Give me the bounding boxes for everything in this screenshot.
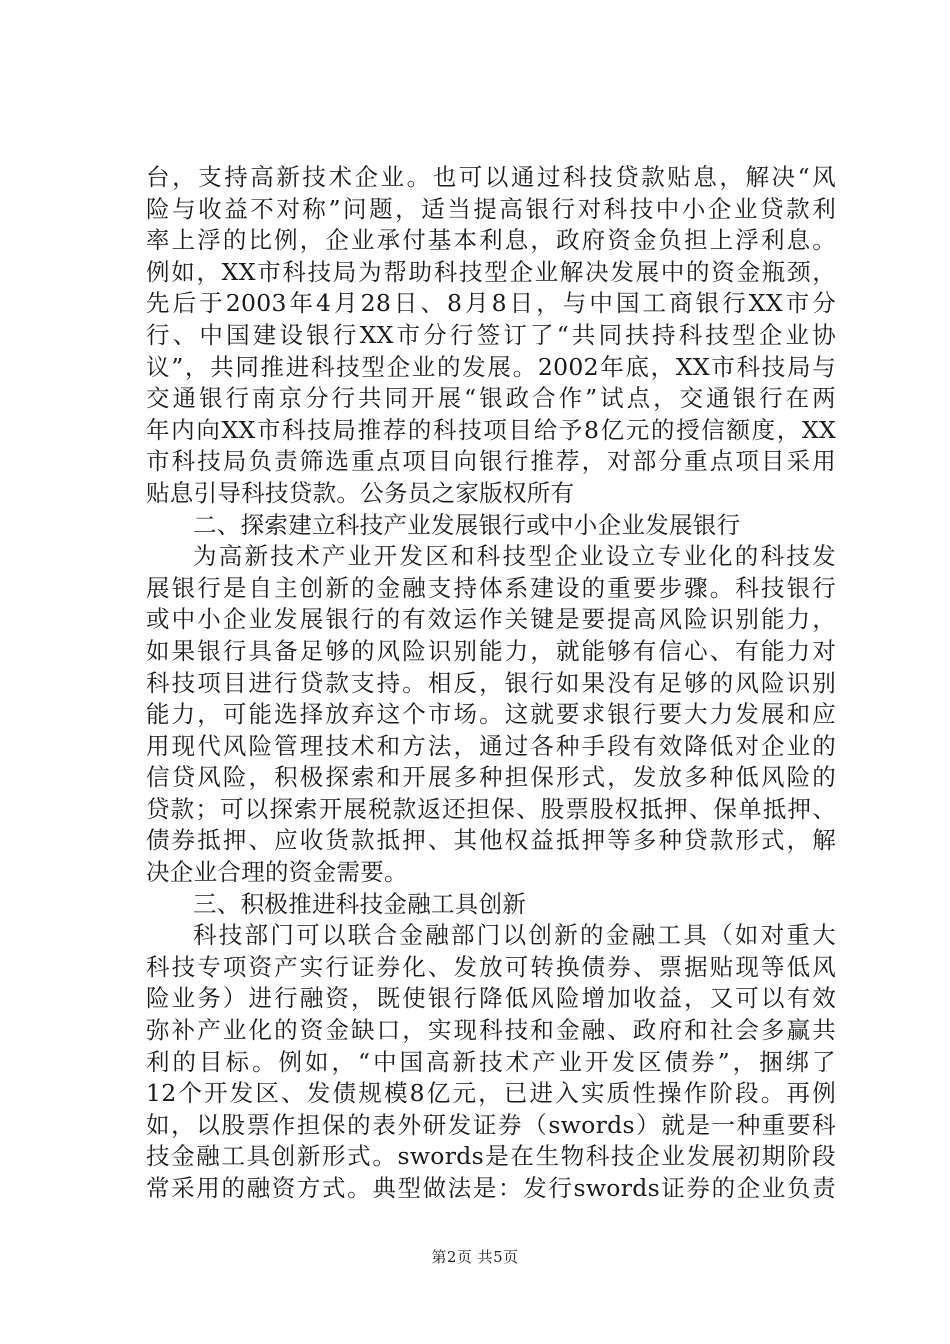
- text-line: 贴息引导科技贷款。公务员之家版权所有: [146, 478, 575, 507]
- text-line: 科技部门可以联合金融部门以创新的金融工具（如对重大: [193, 921, 836, 950]
- text-line: 如果银行具备足够的风险识别能力，就能够有信心、有能力对: [146, 636, 836, 665]
- page-number: 第2页 共5页: [431, 1248, 519, 1266]
- text-line: 债券抵押、应收货款抵押、其他权益抵押等多种贷款形式，解: [146, 826, 836, 855]
- text-line: 12个开发区、发债规模8亿元，已进入实质性操作阶段。再例: [146, 1079, 836, 1108]
- section-heading: 二、探索建立科技产业发展银行或中小企业发展银行: [193, 510, 741, 539]
- text-line: 行、中国建设银行XX市分行签订了“共同扶持科技型企业协: [146, 320, 836, 349]
- section-heading: 三、积极推进科技金融工具创新: [193, 889, 527, 918]
- text-line: 议”，共同推进科技型企业的发展。2002年底，XX市科技局与: [146, 352, 836, 381]
- text-line: 技金融工具创新形式。swords是在生物科技企业发展初期阶段: [146, 1142, 836, 1171]
- text-line: 能力，可能选择放弃这个市场。这就要求银行要大力发展和应: [146, 700, 836, 729]
- text-line: 先后于2003年4月28日、8月8日，与中国工商银行XX市分: [146, 289, 836, 318]
- text-line: 交通银行南京分行共同开展“银政合作”试点，交通银行在两: [146, 384, 836, 413]
- text-line: 险与收益不对称”问题，适当提高银行对科技中小企业贷款利: [146, 194, 836, 223]
- document-body: [146, 162, 836, 1205]
- text-line: 弥补产业化的资金缺口，实现科技和金融、政府和社会多赢共: [146, 1016, 836, 1045]
- text-line: 险业务）进行融资，既使银行降低风险增加收益，又可以有效: [146, 984, 836, 1013]
- text-line: 贷款；可以探索开展税款返还担保、股票股权抵押、保单抵押、: [146, 794, 836, 823]
- text-line: 信贷风险，积极探索和开展多种担保形式，发放多种低风险的: [146, 763, 836, 792]
- text-line: 如，以股票作担保的表外研发证券（swords）就是一种重要科: [146, 1110, 836, 1139]
- text-line: 用现代风险管理技术和方法，通过各种手段有效降低对企业的: [146, 731, 836, 760]
- text-line: 市科技局负责筛选重点项目向银行推荐，对部分重点项目采用: [146, 447, 836, 476]
- text-line: 或中小企业发展银行的有效运作关键是要提高风险识别能力，: [146, 605, 836, 634]
- text-line: 科技专项资产实行证券化、发放可转换债券、票据贴现等低风: [146, 952, 836, 981]
- text-line: 决企业合理的资金需要。: [146, 858, 408, 887]
- text-line: 利的目标。例如，“中国高新技术产业开发区债券”，捆绑了: [146, 1047, 836, 1076]
- text-line: 例如，XX市科技局为帮助科技型企业解决发展中的资金瓶颈，: [146, 257, 836, 286]
- text-line: 展银行是自主创新的金融支持体系建设的重要步骤。科技银行: [146, 573, 836, 602]
- text-line: 科技项目进行贷款支持。相反，银行如果没有足够的风险识别: [146, 668, 836, 697]
- text-line: 为高新技术产业开发区和科技型企业设立专业化的科技发: [193, 542, 836, 571]
- text-line: 台，支持高新技术企业。也可以通过科技贷款贴息，解决“风: [146, 163, 836, 191]
- text-line: 年内向XX市科技局推荐的科技项目给予8亿元的授信额度，XX: [146, 415, 836, 444]
- text-line: 率上浮的比例，企业承付基本利息，政府资金负担上浮利息。: [146, 226, 836, 255]
- text-line: 常采用的融资方式。典型做法是：发行swords证券的企业负责: [146, 1174, 836, 1202]
